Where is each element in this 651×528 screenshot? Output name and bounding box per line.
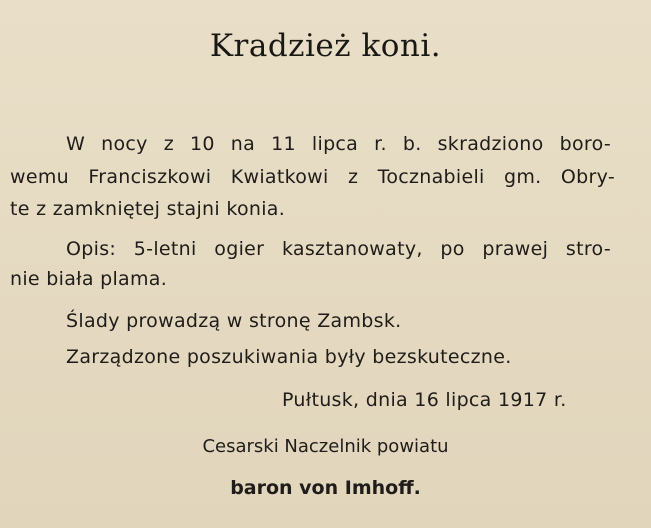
- document-title: Kradzież koni.: [209, 28, 442, 64]
- paragraph-4: Zarządzone poszukiwania były bezskuteczne.: [66, 346, 512, 368]
- paragraph-3: Ślady prowadzą w stronę Zambsk.: [66, 310, 402, 332]
- paragraph-1-line-2: wemu Franciszkowi Kwiatkowi z Tocznabieli gm. Obry-: [10, 166, 615, 188]
- signer-office: Cesarski Naczelnik powiatu: [202, 436, 449, 457]
- paragraph-1-line-1: W nocy z 10 na 11 lipca r. b. skradziono boro-: [66, 133, 611, 155]
- paragraph-1-line-3: te z zamkniętej stajni konia.: [10, 198, 286, 220]
- paragraph-2-line-1: Opis: 5-letni ogier kasztanowaty, po prawej stro-: [66, 238, 611, 260]
- signer-name: baron von Imhoff.: [230, 477, 421, 499]
- place-and-date: Pułtusk, dnia 16 lipca 1917 r.: [282, 389, 567, 411]
- paragraph-2-line-2: nie biała plama.: [10, 268, 168, 290]
